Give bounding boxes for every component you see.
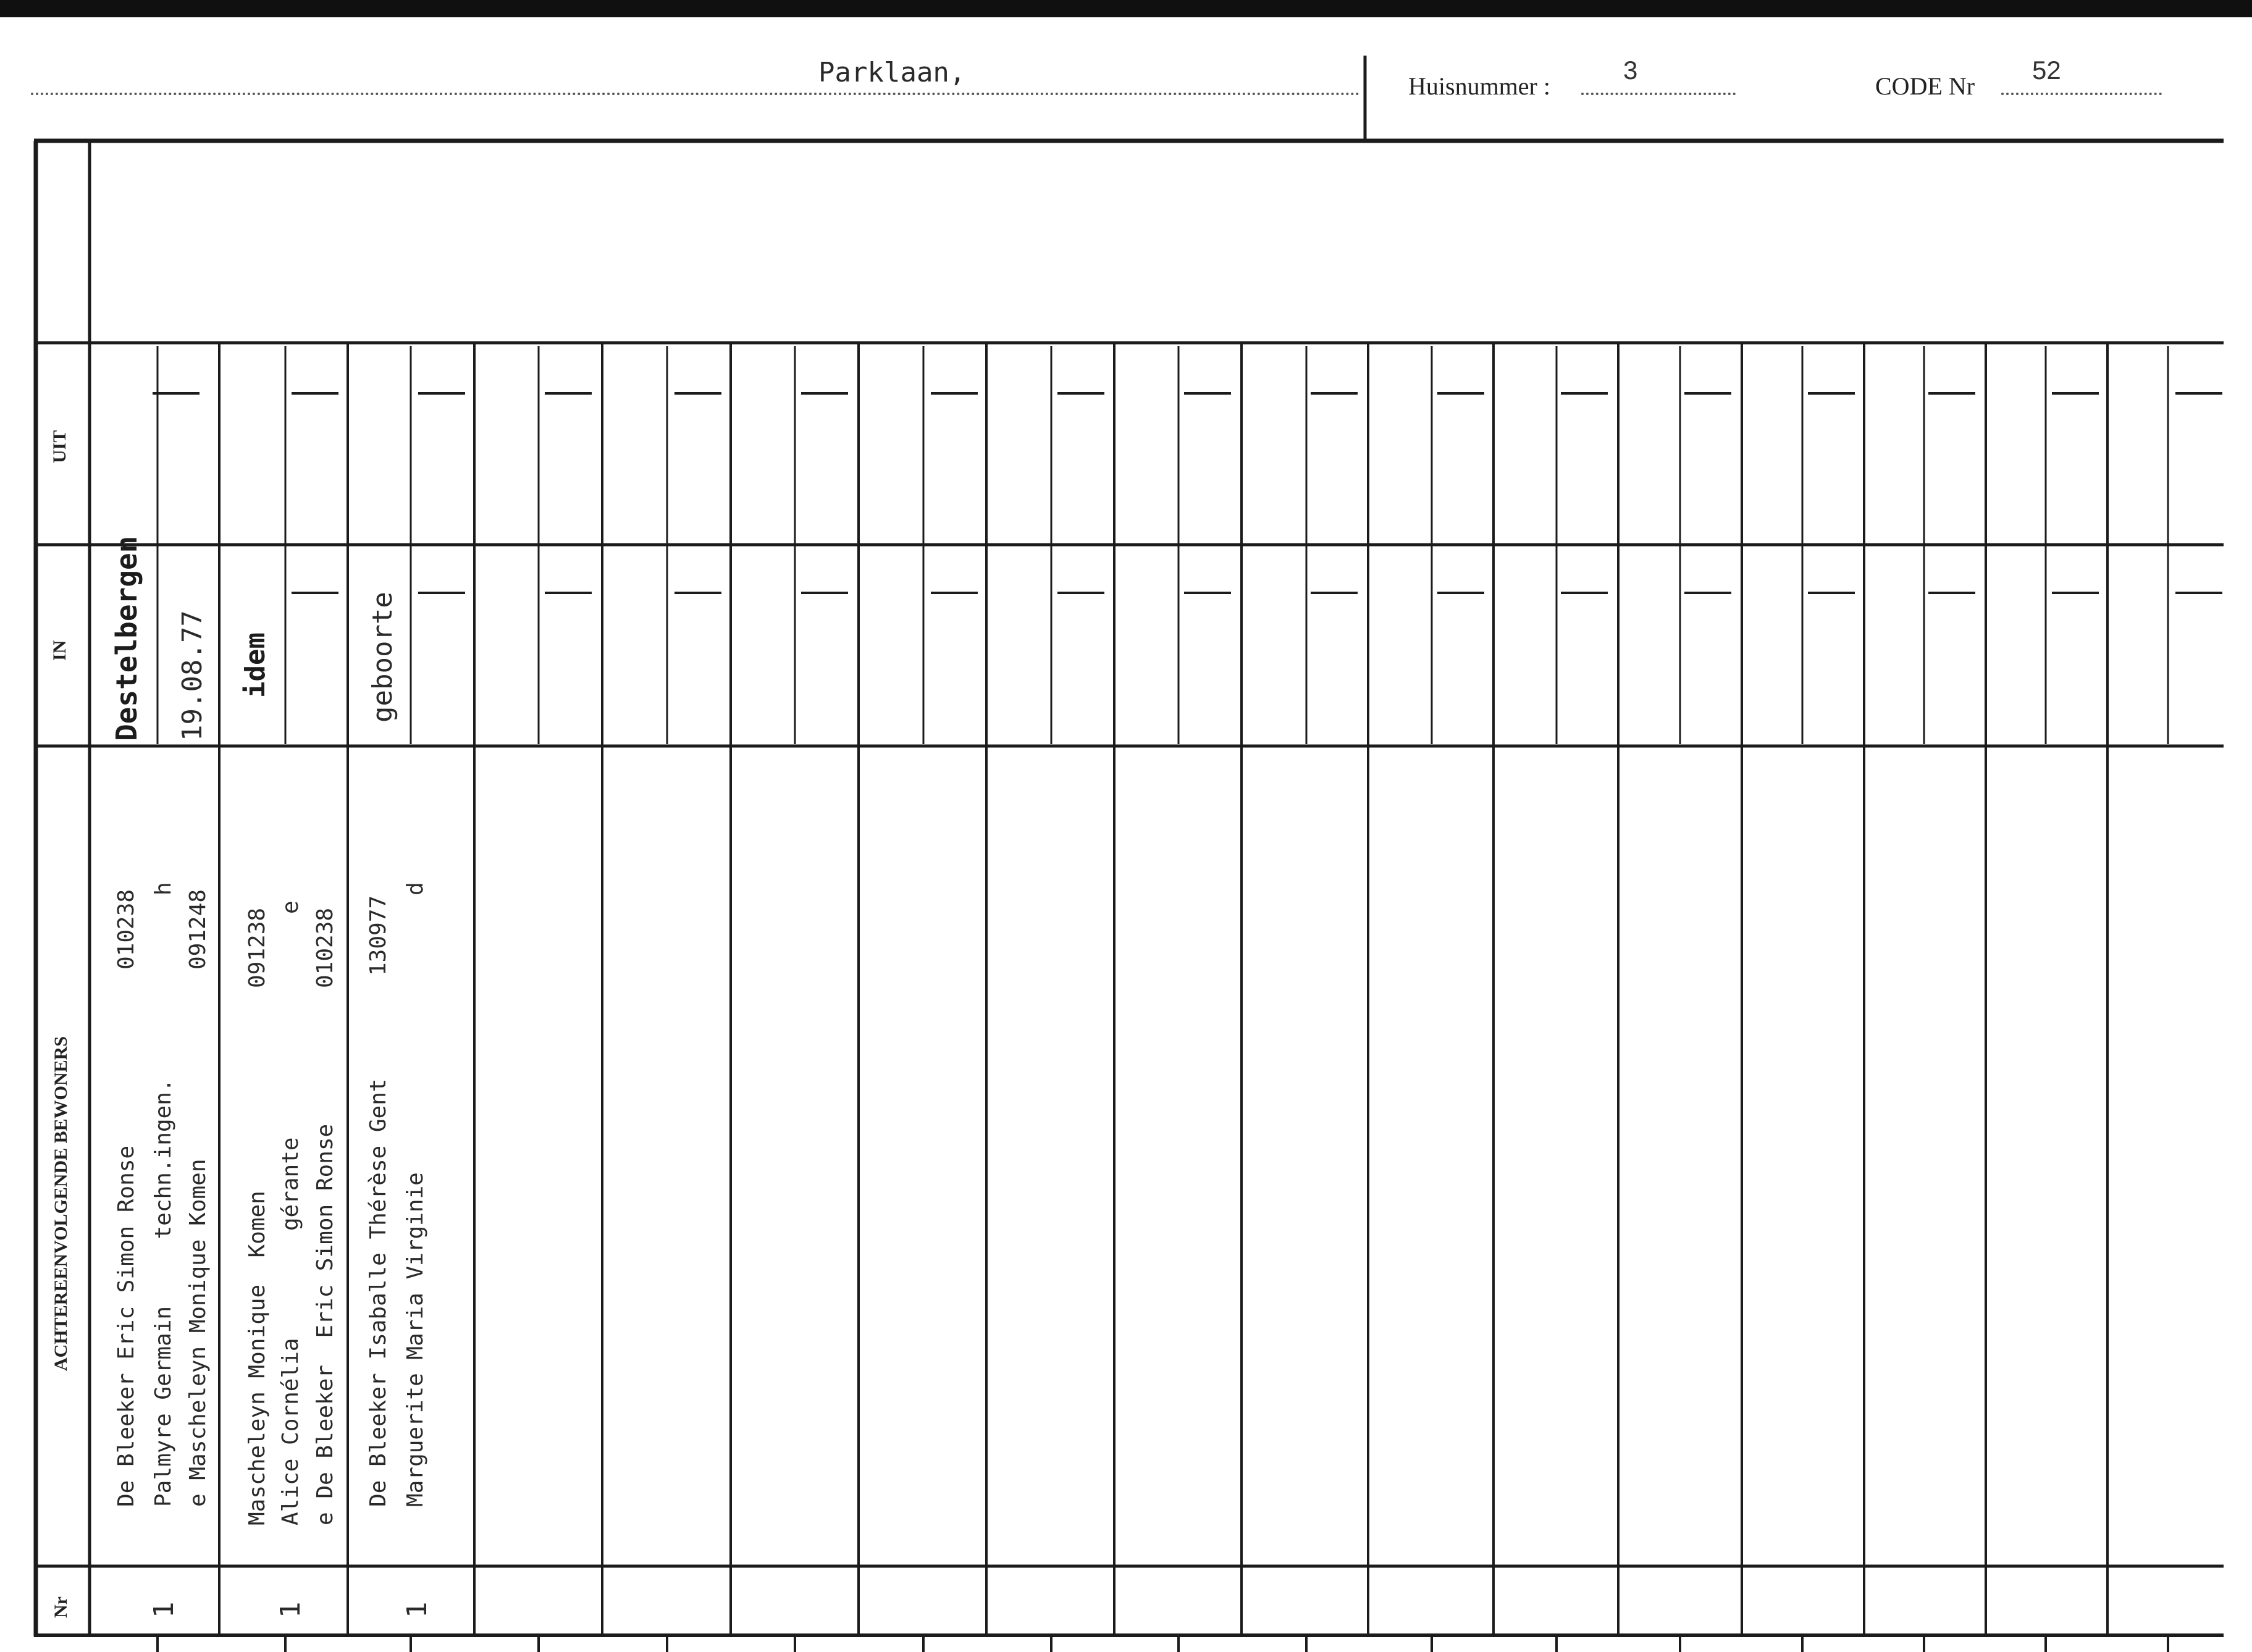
h3-resident-2-name: Marguerite Maria Virginie [403,1172,428,1507]
h2-resident-1-name: Mascheleyn Monique Komen [245,1191,270,1525]
uit-row-label: UIT [49,430,70,463]
h1-resident-1-name: De Bleeker Eric Simon Ronse [114,1145,139,1507]
h1-in-date: 19.08.77 [177,610,208,741]
h3-resident-1-code: 130977 [366,895,391,976]
h1-resident-2-code: h [151,882,176,895]
h2-resident-2-name: Alice Cornélia gérante [278,1137,303,1525]
h1-resident-3-name: e Mascheleyn Monique Komen [185,1159,211,1507]
house-number-label: Huisnummer : [1408,72,1550,100]
h2-resident-1-code: 091238 [245,907,270,988]
h2-resident-2-code: e [278,900,303,914]
h1-in-place: Destelbergen [110,535,143,741]
h3-nr: 1 [401,1601,433,1618]
h2-in-place: idem [240,632,271,698]
h2-resident-3-code: 010238 [313,907,338,988]
h3-resident-2-code: d [403,882,428,895]
h3-in-place: geboorte [367,592,398,723]
h3-resident-1-name: De Bleeker Isaballe Thérèse Gent [366,1078,391,1507]
code-label: CODE Nr [1875,72,1975,100]
residents-row-label: ACHTEREENVOLGENDE BEWONERS [51,1036,71,1371]
h2-resident-3-name: e De Bleeker Eric Simon Ronse [313,1123,338,1525]
h1-nr: 1 [148,1601,180,1618]
h1-resident-1-code: 010238 [114,889,139,970]
h1-resident-2-name: Palmyre Germain techn.ingen. [151,1078,176,1507]
nr-row-label: Nr [51,1596,71,1618]
house-number-value: 3 [1623,56,1638,85]
street-name: Parklaan, [818,57,966,88]
in-row-label: IN [49,640,70,661]
h2-nr: 1 [275,1601,306,1618]
code-value: 52 [2032,56,2061,85]
h1-resident-3-code: 091248 [185,889,211,970]
